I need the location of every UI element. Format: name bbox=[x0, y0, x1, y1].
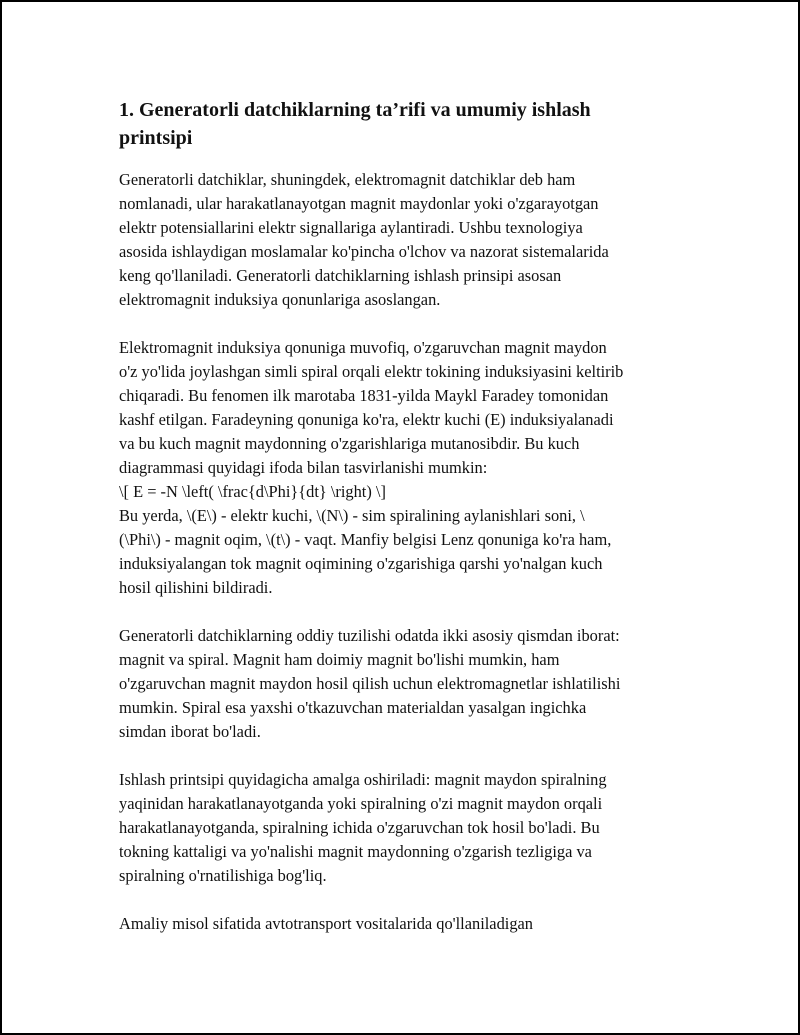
text-line: chiqaradi. Bu fenomen ilk marotaba 1831-yilda Maykl Faradey tomonidan bbox=[119, 386, 609, 405]
text-line: Bu yerda, \(E\) - elektr kuchi, \(N\) - sim spiralining aylanishlari soni, \ bbox=[119, 506, 585, 525]
text-line: diagrammasi quyidagi ifoda bilan tasvirlanishi mumkin: bbox=[119, 458, 488, 477]
text-line: elektr potensiallarini elektr signallariga aylantiradi. Ushbu texnologiya bbox=[119, 218, 583, 237]
text-line: Amaliy misol sifatida avtotransport vositalarida qo'llaniladigan bbox=[119, 914, 533, 933]
text-line: yaqinidan harakatlanayotganda yoki spiralning o'zi magnit maydon orqali bbox=[119, 794, 603, 813]
text-line: mumkin. Spiral esa yaxshi o'tkazuvchan materialdan yasalgan ingichka bbox=[119, 698, 587, 717]
paragraph-structure bbox=[119, 624, 699, 744]
text-line: tokning kattaligi va yo'nalishi magnit maydonning o'zgarish tezligiga va bbox=[119, 842, 592, 861]
section-heading bbox=[119, 96, 699, 152]
text-line: va bu kuch magnit maydonning o'zgarishlariga mutanosibdir. Bu kuch bbox=[119, 434, 580, 453]
text-line: (\Phi\) - magnit oqim, \(t\) - vaqt. Manfiy belgisi Lenz qonuniga ko'ra ham, bbox=[119, 530, 612, 549]
text-line: Generatorli datchiklarning oddiy tuzilishi odatda ikki asosiy qismdan iborat: bbox=[119, 626, 620, 645]
text-line: spiralning o'rnatilishiga bog'liq. bbox=[119, 866, 327, 885]
formula-line: \[ E = -N \left( \frac{d\Phi}{dt} \right) \] bbox=[119, 482, 386, 501]
paragraph-practical-example bbox=[119, 912, 699, 936]
paragraph-operating-principle bbox=[119, 768, 699, 888]
text-line: simdan iborat bo'ladi. bbox=[119, 722, 261, 741]
heading-line: 1. Generatorli datchiklarning ta’rifi va umumiy ishlash bbox=[119, 99, 591, 121]
text-line: keng qo'llaniladi. Generatorli datchiklarning ishlash prinsipi asosan bbox=[119, 266, 562, 285]
paragraph-induction-law bbox=[119, 336, 699, 600]
text-line: harakatlanayotganda, spiralning ichida o'zgaruvchan tok hosil bo'ladi. Bu bbox=[119, 818, 600, 837]
text-line: magnit va spiral. Magnit ham doimiy magnit bo'lishi mumkin, ham bbox=[119, 650, 560, 669]
text-line: elektromagnit induksiya qonunlariga asoslangan. bbox=[119, 290, 441, 309]
heading-line: printsipi bbox=[119, 127, 193, 149]
text-line: asosida ishlaydigan moslamalar ko'pincha o'lchov va nazorat sistemalarida bbox=[119, 242, 609, 261]
text-line: o'zgaruvchan magnit maydon hosil qilish uchun elektromagnetlar ishlatilishi bbox=[119, 674, 621, 693]
text-line: kashf etilgan. Faradeyning qonuniga ko'ra, elektr kuchi (E) induksiyalanadi bbox=[119, 410, 614, 429]
text-line: Elektromagnit induksiya qonuniga muvofiq, o'zgaruvchan magnit maydon bbox=[119, 338, 607, 357]
text-line: Ishlash printsipi quyidagicha amalga oshiriladi: magnit maydon spiralning bbox=[119, 770, 607, 789]
text-line: induksiyalangan tok magnit oqimining o'zgarishiga qarshi yo'nalgan kuch bbox=[119, 554, 603, 573]
text-line: nomlanadi, ular harakatlanayotgan magnit maydonlar yoki o'zgarayotgan bbox=[119, 194, 599, 213]
text-line: hosil qilishini bildiradi. bbox=[119, 578, 273, 597]
text-line: o'z yo'lida joylashgan simli spiral orqali elektr tokining induksiyasini keltirib bbox=[119, 362, 624, 381]
text-line: Generatorli datchiklar, shuningdek, elektromagnit datchiklar deb ham bbox=[119, 170, 576, 189]
paragraph-definition bbox=[119, 168, 699, 312]
document-body bbox=[119, 96, 699, 960]
